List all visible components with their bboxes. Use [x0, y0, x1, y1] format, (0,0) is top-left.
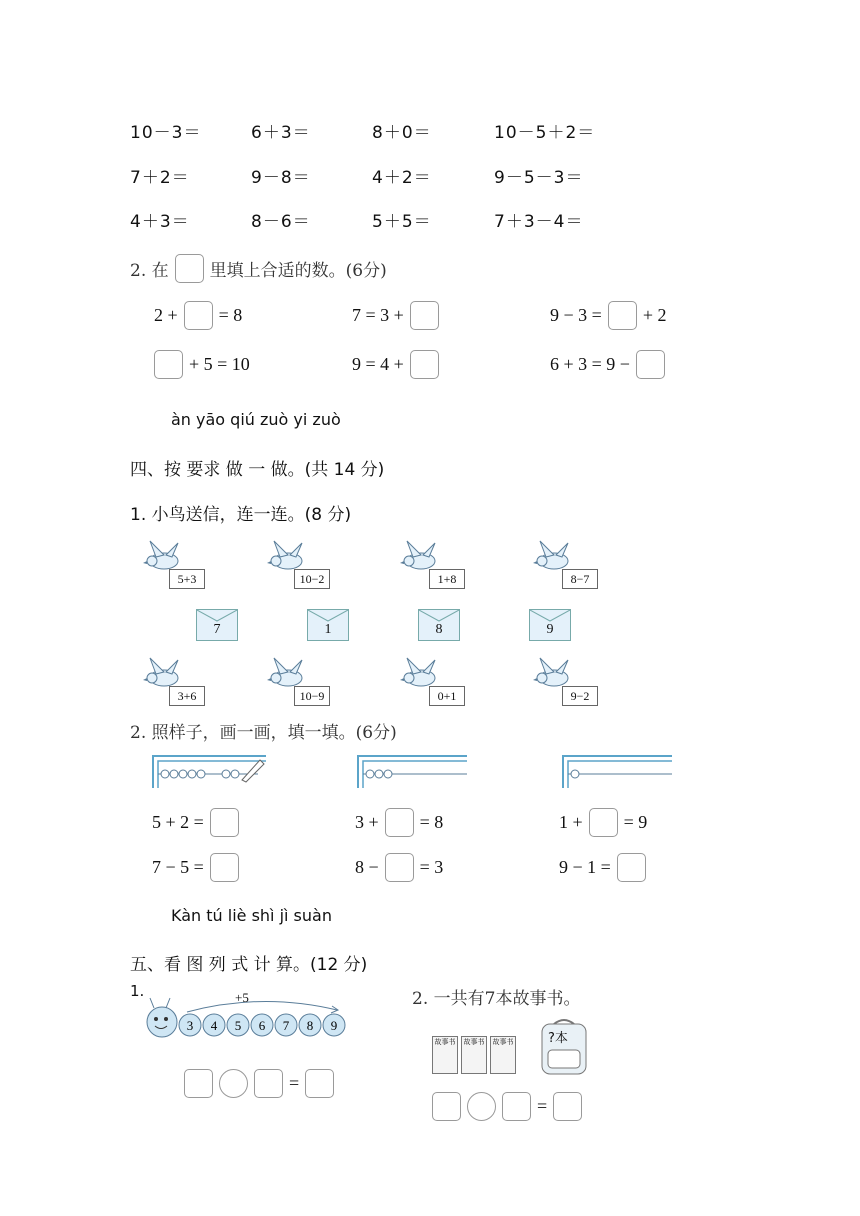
envelope	[196, 609, 238, 641]
eq-sign: =	[537, 1096, 548, 1116]
pinyin-line: àn yāo qiú zuò yi zuò	[171, 410, 341, 429]
equation: 4＋2＝	[372, 168, 432, 188]
answer-box[interactable]	[502, 1092, 531, 1121]
q2-eq-1b	[352, 301, 439, 330]
q2-eq-2a	[154, 350, 250, 379]
operator-circle[interactable]	[467, 1092, 496, 1121]
abacus-example-icon	[150, 750, 270, 790]
caterpillar-jump-label: +5	[235, 990, 249, 1005]
section-5-heading: 五、看 图 列 式 计 算。(12 分)	[130, 955, 368, 975]
answer-box[interactable]	[432, 1092, 461, 1121]
question-2-title	[130, 254, 387, 283]
eq-text: 9 = 4 +	[352, 354, 404, 374]
equation: 8＋0＝	[372, 123, 432, 143]
caterpillar-number: 4	[210, 1018, 218, 1033]
eq-text: 1 +	[559, 812, 583, 832]
caterpillar-number: 9	[330, 1018, 338, 1033]
bird-card: 10−9	[294, 686, 330, 706]
caterpillar-number: 6	[258, 1018, 266, 1033]
eq-text: 9 − 1 =	[559, 857, 611, 877]
answer-box[interactable]	[608, 301, 637, 330]
book-label: 故事书	[463, 1038, 485, 1046]
q2-eq-1c	[550, 301, 666, 330]
bird-card: 10−2	[294, 569, 330, 589]
answer-box[interactable]	[617, 853, 646, 882]
caterpillar-segments	[179, 1014, 345, 1036]
answer-box[interactable]	[385, 853, 414, 882]
eq-text: + 5 = 10	[189, 354, 250, 374]
caterpillar-icon	[142, 990, 367, 1045]
answer-box[interactable]	[210, 808, 239, 837]
envelope	[529, 609, 571, 641]
caterpillar-number: 8	[306, 1018, 314, 1033]
eq-text: + 2	[642, 305, 667, 325]
equation: 7＋3－4＝	[494, 212, 584, 232]
storybook-icon	[490, 1036, 516, 1074]
eq-text: 8 −	[355, 857, 379, 877]
abacus-icon	[355, 750, 470, 790]
bird-card: 8−7	[562, 569, 598, 589]
operator-circle[interactable]	[219, 1069, 248, 1098]
answer-box[interactable]	[154, 350, 183, 379]
envelope	[307, 609, 349, 641]
equation: 9－8＝	[251, 168, 311, 188]
caterpillar-number: 5	[234, 1018, 242, 1033]
eq-sign: =	[289, 1073, 300, 1093]
q2-eq-1a	[154, 301, 242, 330]
answer-box[interactable]	[410, 301, 439, 330]
book-label: 故事书	[492, 1038, 514, 1046]
envelope-flap-icon	[197, 610, 237, 622]
envelope-flap-icon	[530, 610, 570, 622]
q1-title: 1. 小鸟送信，连一连。(8 分)	[130, 505, 352, 525]
title-suffix: 里填上合适的数。(6分)	[209, 261, 387, 281]
answer-box[interactable]	[184, 1069, 213, 1098]
answer-box[interactable]	[305, 1069, 334, 1098]
q1-label: 1.	[130, 982, 145, 1000]
envelope-number: 9	[546, 622, 554, 637]
bird-card: 1+8	[429, 569, 465, 589]
storybook-icon	[461, 1036, 487, 1074]
envelope	[418, 609, 460, 641]
q2-answer-row	[432, 1092, 582, 1121]
abacus-icon	[560, 750, 675, 790]
envelope-flap-icon	[308, 610, 348, 622]
backpack-icon	[536, 1016, 592, 1078]
eq-text: = 9	[623, 812, 648, 832]
answer-box[interactable]	[410, 350, 439, 379]
caterpillar-number: 3	[186, 1018, 194, 1033]
eq-text: 5 + 2 =	[152, 812, 204, 832]
abacus-eq-1c	[559, 808, 647, 837]
book-label: 故事书	[434, 1038, 456, 1046]
answer-box[interactable]	[254, 1069, 283, 1098]
bird-card: 3+6	[169, 686, 205, 706]
q2-eq-2b	[352, 350, 439, 379]
eq-text: = 8	[419, 812, 444, 832]
equation: 10－3＝	[130, 123, 202, 143]
eq-text: 2 +	[154, 305, 178, 325]
abacus-eq-2c	[559, 853, 646, 882]
answer-box[interactable]	[553, 1092, 582, 1121]
eq-text: 6 + 3 = 9 −	[550, 354, 630, 374]
envelope-flap-icon	[419, 610, 459, 622]
backpack-label: ?本	[548, 1031, 568, 1046]
answer-box[interactable]	[589, 808, 618, 837]
envelope-number: 8	[435, 622, 443, 637]
section-4-heading: 四、按 要求 做 一 做。(共 14 分)	[130, 460, 385, 480]
eq-text: = 8	[218, 305, 243, 325]
equation: 4＋3＝	[130, 212, 190, 232]
bird-card: 0+1	[429, 686, 465, 706]
equation: 6＋3＝	[251, 123, 311, 143]
eq-text: 3 +	[355, 812, 379, 832]
q2-books-title: 2. 一共有7本故事书。	[412, 989, 581, 1009]
bird-card: 5+3	[169, 569, 205, 589]
equation: 10－5＋2＝	[494, 123, 596, 143]
equation: 7＋2＝	[130, 168, 190, 188]
eq-text: 7 = 3 +	[352, 305, 404, 325]
caterpillar-number: 7	[282, 1018, 290, 1033]
abacus-eq-2a	[152, 853, 239, 882]
answer-box[interactable]	[385, 808, 414, 837]
eq-text: 9 − 3 =	[550, 305, 602, 325]
example-box	[175, 254, 204, 283]
pinyin-line: Kàn tú liè shì jì suàn	[171, 906, 332, 925]
envelope-number: 7	[213, 622, 221, 637]
abacus-eq-1a	[152, 808, 239, 837]
title-prefix: 2. 在	[130, 261, 169, 281]
q2-abacus-title: 2. 照样子，画一画，填一填。(6分)	[130, 723, 397, 743]
envelope-number: 1	[324, 622, 332, 637]
abacus-eq-1b	[355, 808, 443, 837]
answer-box[interactable]	[184, 301, 213, 330]
q1-answer-row	[184, 1069, 334, 1098]
answer-box[interactable]	[636, 350, 665, 379]
bird-card: 9−2	[562, 686, 598, 706]
abacus-eq-2b	[355, 853, 443, 882]
equation: 8－6＝	[251, 212, 311, 232]
equation: 5＋5＝	[372, 212, 432, 232]
q2-eq-2c	[550, 350, 665, 379]
answer-box[interactable]	[210, 853, 239, 882]
eq-text: 7 − 5 =	[152, 857, 204, 877]
storybook-icon	[432, 1036, 458, 1074]
eq-text: = 3	[419, 857, 444, 877]
equation: 9－5－3＝	[494, 168, 584, 188]
